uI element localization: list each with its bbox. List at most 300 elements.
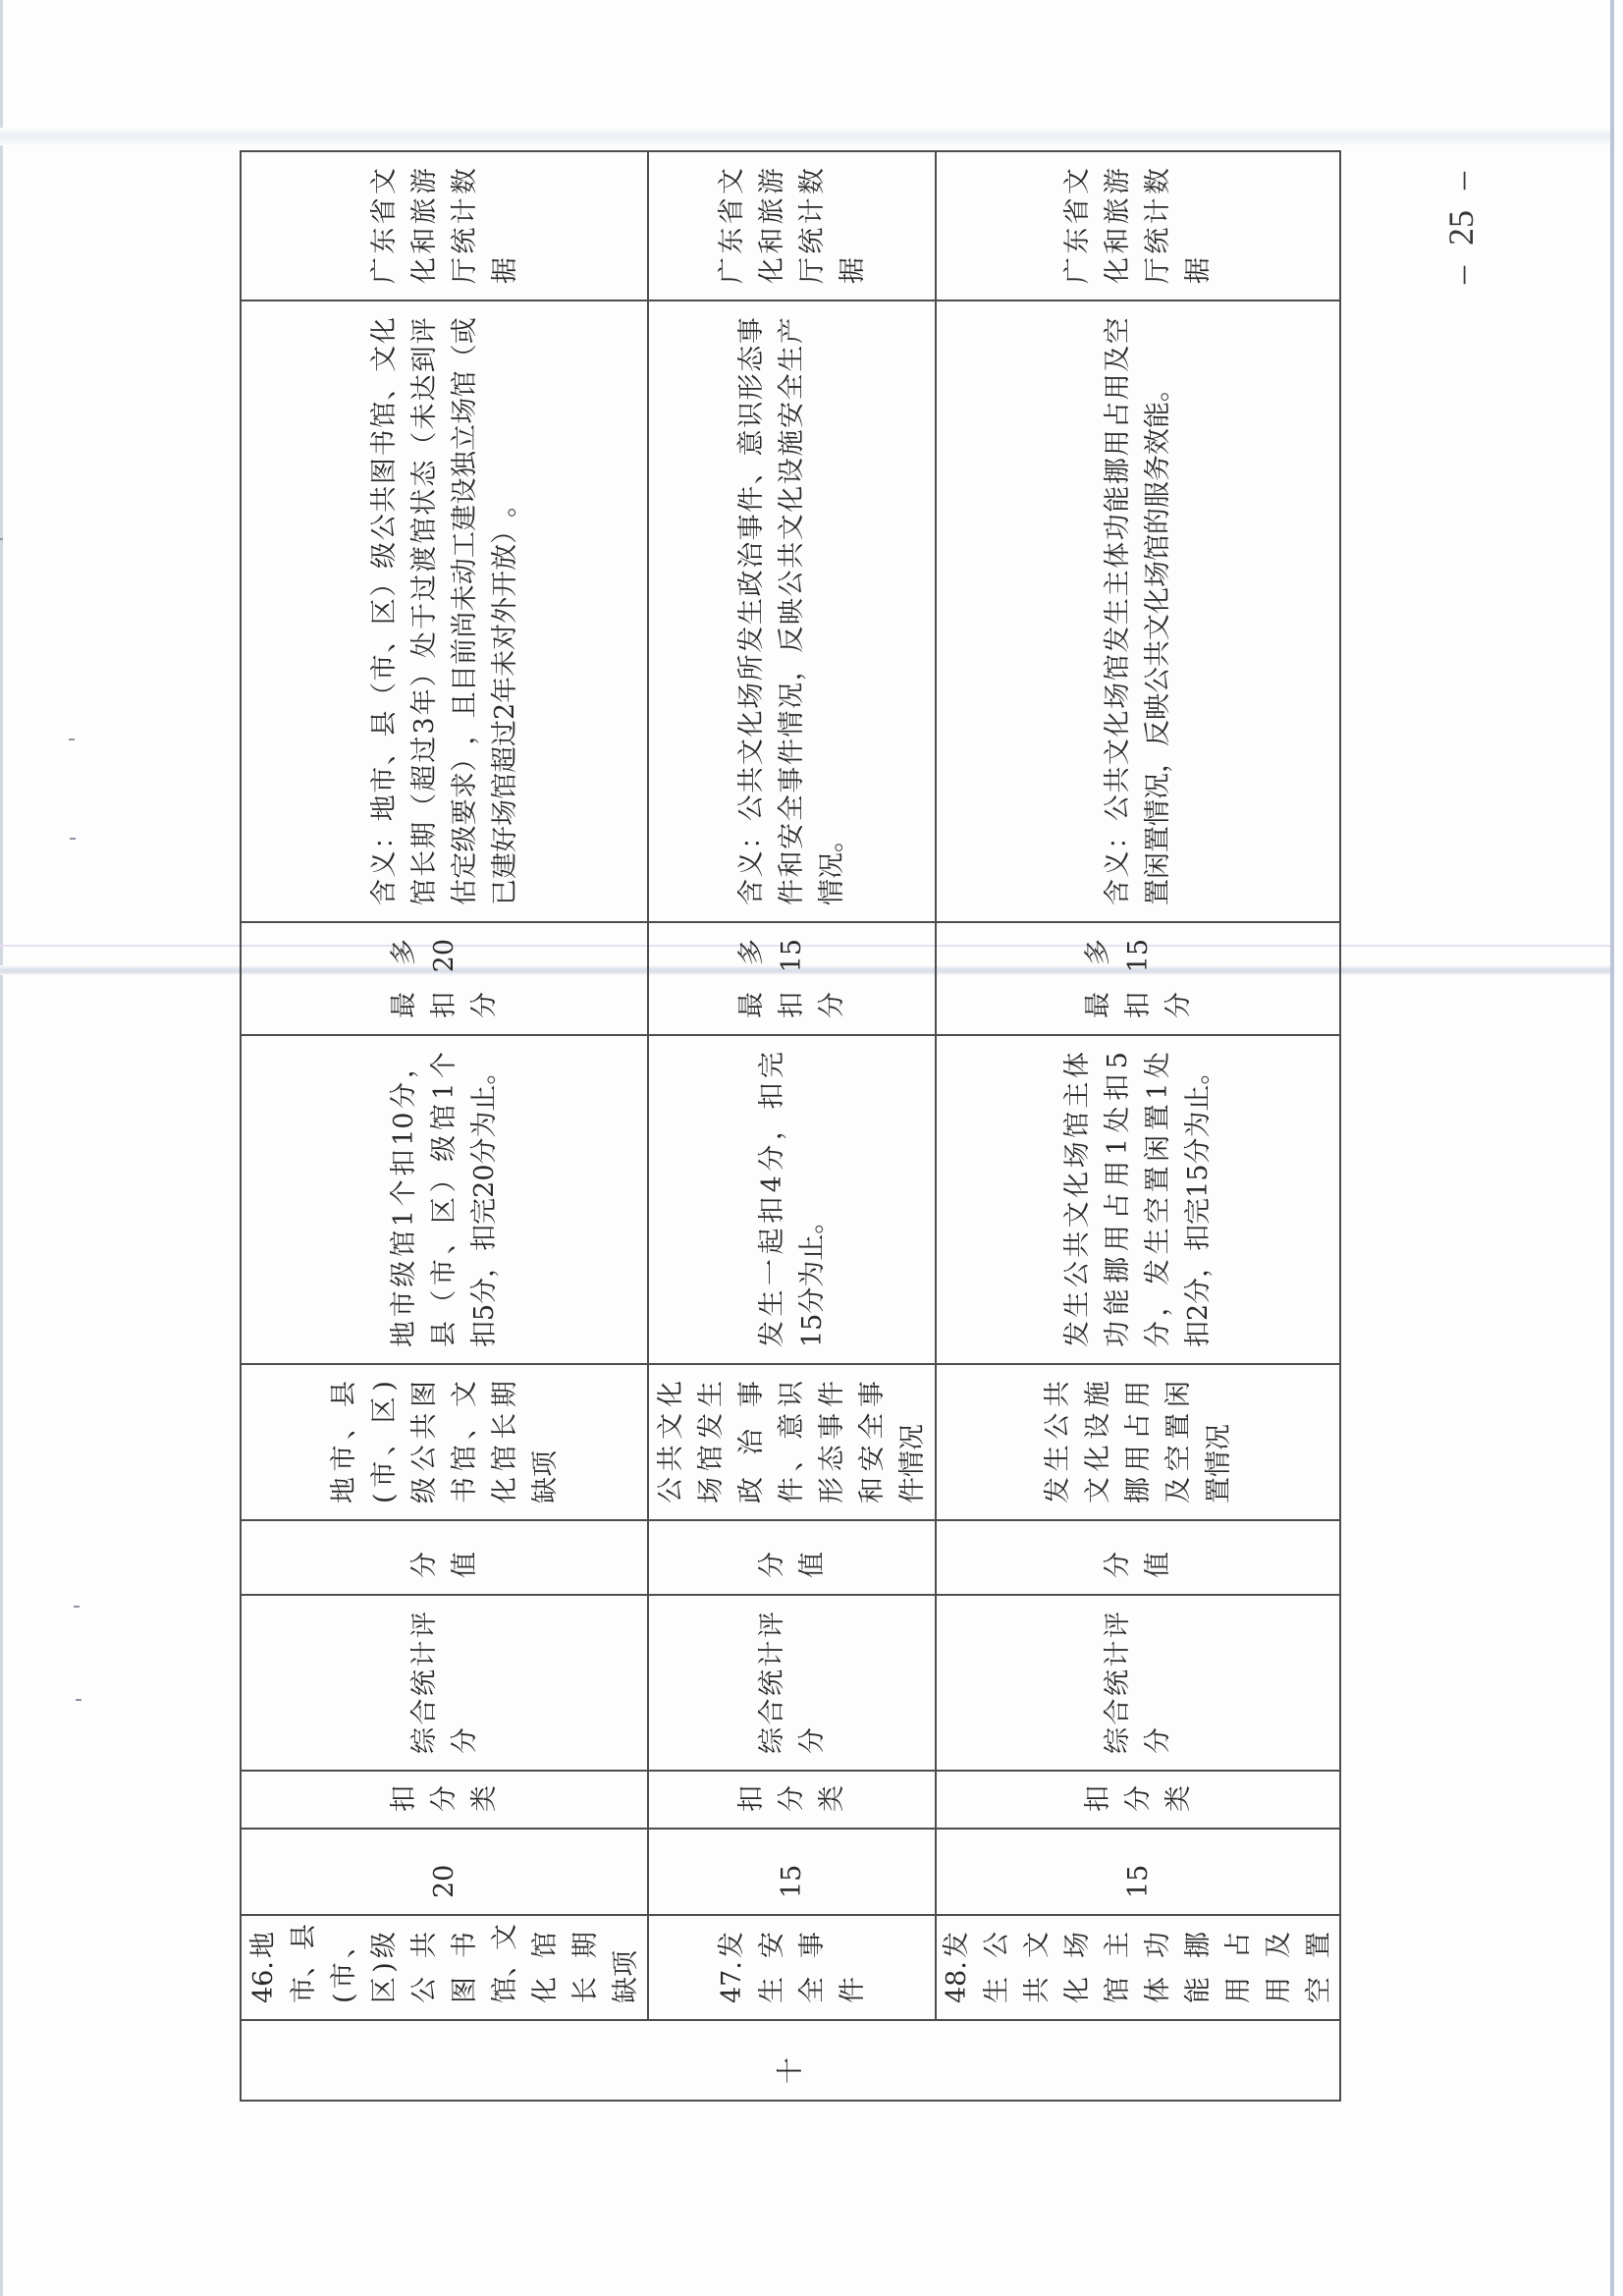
glyph: 发 (696, 1412, 727, 1440)
glyph: 生 (1143, 1228, 1173, 1255)
glyph: 公 (656, 1477, 686, 1503)
glyph: 化 (1103, 257, 1133, 284)
glyph: 化 (1062, 1977, 1093, 2003)
description-cell (648, 1364, 936, 1520)
max-deduction (384, 939, 505, 1018)
glyph: 生 (1042, 1445, 1073, 1472)
glyph: 、 (449, 1412, 480, 1440)
glyph: 分 (1122, 1785, 1154, 1812)
glyph: 化 (1082, 1445, 1113, 1472)
glyph: 化 (777, 485, 807, 513)
glyph: 挪 (1183, 1932, 1214, 1958)
indicator-name (937, 1932, 1339, 2003)
glyph: 置 (1163, 1412, 1194, 1440)
text-line (712, 1932, 752, 2003)
glyph: 意 (777, 1412, 807, 1440)
text-line (772, 1845, 812, 1898)
glyph: 市 (429, 1258, 460, 1285)
unit (752, 1537, 833, 1578)
glyph: 全 (796, 1977, 828, 2003)
glyph: ） (489, 517, 520, 544)
glyph: 1 (1103, 1138, 1133, 1156)
glyph: 能 (1183, 1977, 1214, 2003)
glyph: 功 (1143, 1932, 1173, 1958)
glyph: 超 (489, 746, 520, 773)
glyph: 化 (368, 317, 400, 345)
glyph: 公 (777, 570, 807, 597)
glyph: 置 (1143, 826, 1173, 852)
glyph: 市 (368, 1460, 400, 1488)
glyph: 旅 (1103, 197, 1133, 225)
glyph: 服 (1143, 481, 1173, 508)
glyph: 未 (449, 584, 480, 612)
glyph: 功 (1103, 514, 1133, 541)
indicator-name-cell (936, 1915, 1340, 2020)
glyph: 和 (857, 1477, 888, 1503)
unit-cell (936, 1520, 1340, 1595)
glyph: 48. (942, 1961, 972, 2003)
glyph: 占 (1103, 401, 1133, 428)
glyph: 公 (736, 794, 767, 822)
evaluation-table (240, 152, 1339, 2102)
glyph: 发 (942, 1932, 972, 1958)
max-deduction-cell (936, 922, 1340, 1035)
glyph: 起 (756, 1228, 787, 1255)
meaning (364, 317, 525, 905)
glyph: 生 (1062, 1290, 1093, 1318)
glyph: 、 (368, 1429, 400, 1456)
glyph: 计 (1143, 197, 1173, 225)
glyph: 地 (368, 794, 400, 822)
glyph: 长 (569, 1977, 601, 2003)
glyph: 未 (408, 403, 440, 430)
text-line (485, 1381, 525, 1503)
indicator-name (243, 1924, 646, 2003)
text-line (424, 1787, 464, 1812)
glyph: 评 (1103, 1612, 1133, 1638)
glyph: 值 (796, 1552, 828, 1578)
glyph: 置 (1203, 1477, 1234, 1503)
scoring-type (384, 1787, 505, 1812)
glyph: 市 (368, 654, 400, 682)
glyph: 治 (736, 1429, 767, 1455)
glyph: 2 (489, 702, 520, 720)
glyph: 文 (1022, 1932, 1053, 1958)
glyph: 空 (1163, 1445, 1194, 1472)
glyph: 共 (656, 1445, 686, 1472)
glyph: 15 (1183, 1164, 1214, 1198)
glyph: 多 (389, 939, 419, 965)
scoring-type-cell (241, 1771, 648, 1829)
glyph: 分 (469, 1137, 500, 1165)
glyph: 公 (982, 1932, 1012, 1958)
glyph: 空 (1103, 317, 1133, 345)
glyph: 完 (756, 1052, 787, 1079)
text-line (445, 317, 485, 905)
weight-value (1118, 1845, 1159, 1898)
glyph: ： (1103, 822, 1133, 849)
glyph: ， (469, 1250, 500, 1278)
glyph: 项 (529, 1450, 561, 1477)
glyph: 要 (449, 798, 480, 826)
glyph: 公 (408, 1977, 440, 2003)
glyph: 5 (1103, 1052, 1133, 1069)
glyph: 值 (1143, 1552, 1173, 1578)
glyph: 未 (489, 649, 520, 677)
glyph: 市 (389, 1290, 419, 1318)
glyph: 东 (1062, 227, 1093, 254)
method-cell (241, 1595, 648, 1771)
glyph: 产 (777, 317, 807, 345)
glyph: 书 (449, 1932, 480, 1958)
glyph: 区 (368, 1977, 400, 2003)
text-line (1138, 1052, 1178, 1347)
text-line (364, 168, 405, 284)
glyph: 分 (408, 1552, 440, 1578)
glyph: ， (1143, 746, 1173, 773)
glyph: 空 (1143, 1196, 1173, 1224)
glyph: 生 (756, 1289, 787, 1317)
glyph: 评 (408, 1612, 440, 1638)
glyph: 完 (469, 1197, 500, 1225)
glyph: ) (368, 1381, 400, 1392)
glyph: 挪 (1103, 1256, 1133, 1284)
unit-cell (648, 1520, 936, 1595)
text-line (852, 1381, 893, 1503)
glyph: 扣 (1183, 1321, 1214, 1347)
text-line (792, 1932, 833, 2003)
glyph: 十 (775, 2057, 806, 2084)
glyph: 化 (1062, 1171, 1093, 1198)
glyph: 文 (1082, 1477, 1113, 1503)
glyph: 统 (408, 1669, 440, 1696)
glyph: 区 (429, 1196, 460, 1224)
glyph: 闲 (1163, 1381, 1194, 1408)
glyph: 和 (777, 850, 807, 878)
glyph: 渡 (408, 545, 440, 573)
text-line (445, 1612, 485, 1754)
glyph: 15 (777, 1864, 807, 1898)
method-cell (936, 1595, 1340, 1771)
text-line (1178, 168, 1218, 284)
glyph: ， (777, 654, 807, 682)
glyph: 4 (756, 1175, 787, 1193)
glyph: 能 (1103, 1288, 1133, 1316)
text-line (752, 1932, 792, 2003)
glyph: 扣 (429, 992, 460, 1018)
glyph: 馆 (449, 370, 480, 398)
glyph: 馆 (449, 1445, 480, 1472)
glyph: 综 (408, 1727, 440, 1754)
glyph: 扣 (756, 1196, 787, 1224)
glyph: 长 (489, 1412, 520, 1440)
glyph: 年 (408, 688, 440, 716)
weight-value (424, 1845, 464, 1898)
text-line (731, 1787, 772, 1812)
glyph: 年 (489, 676, 520, 703)
glyph: 发 (1062, 1321, 1093, 1347)
glyph: 东 (716, 227, 747, 254)
glyph: 识 (736, 401, 767, 428)
glyph: 20 (469, 1164, 500, 1198)
glyph: 生 (1103, 598, 1133, 626)
glyph: 计 (796, 197, 828, 225)
text-line (1098, 168, 1138, 284)
glyph: 尚 (449, 611, 480, 638)
glyph: 分 (817, 992, 847, 1018)
glyph: 省 (1062, 197, 1093, 225)
glyph: 处 (408, 631, 440, 659)
glyph: 置 (1143, 1104, 1173, 1131)
glyph: 能 (1143, 402, 1173, 428)
glyph: 公 (368, 514, 400, 541)
glyph: 据 (489, 257, 520, 284)
glyph: 发 (1143, 1258, 1173, 1285)
glyph: 主 (1103, 570, 1133, 597)
text-line (1138, 317, 1178, 905)
glyph: 级 (368, 1932, 400, 1959)
glyph: 1 (1143, 1082, 1173, 1100)
glyph: 。 (1183, 1058, 1214, 1085)
scan-speck (69, 738, 75, 740)
glyph: 文 (716, 168, 747, 195)
glyph: 发 (756, 1321, 787, 1347)
glyph: 长 (408, 849, 440, 877)
text-line (1159, 1381, 1199, 1503)
glyph: 共 (736, 766, 767, 793)
glyph: 扣 (736, 1785, 767, 1812)
glyph: 对 (489, 623, 520, 650)
glyph: 前 (449, 637, 480, 665)
glyph: 发 (1042, 1477, 1073, 1503)
glyph: 生 (736, 598, 767, 626)
glyph: 闲 (1143, 1134, 1173, 1162)
glyph: ， (1183, 1250, 1214, 1278)
glyph: 过 (408, 574, 440, 601)
text-line (752, 1612, 792, 1754)
glyph: 分 (756, 1144, 787, 1172)
text-line (1178, 1052, 1218, 1347)
glyph: 分 (796, 1286, 828, 1314)
glyph: 外 (489, 596, 520, 624)
glyph: 化 (756, 257, 787, 284)
glyph: 公 (1143, 667, 1173, 693)
text-line (1138, 1612, 1178, 1754)
glyph: 文 (1062, 1201, 1093, 1229)
glyph: 级 (389, 1260, 419, 1287)
glyph: 置 (1143, 879, 1173, 905)
glyph: 缺 (610, 1977, 641, 2003)
glyph: 已 (489, 879, 520, 905)
glyph: ） (429, 1166, 460, 1193)
text-line (833, 1932, 873, 2003)
glyph: 建 (449, 504, 480, 531)
glyph: 、 (368, 373, 400, 401)
glyph: 多 (736, 939, 767, 965)
glyph: 馆 (429, 1104, 460, 1131)
glyph: 馆 (408, 879, 440, 905)
text-line (445, 1381, 485, 1503)
glyph: 、 (736, 458, 767, 485)
glyph: 文 (489, 1924, 520, 1950)
description-cell (936, 1364, 1340, 1520)
glyph: 分 (1183, 1137, 1214, 1165)
glyph: 情 (777, 710, 807, 738)
glyph: 20 (429, 1864, 460, 1898)
meaning (1098, 317, 1178, 905)
glyph: ) (368, 1962, 400, 1973)
glyph: 场 (1062, 1141, 1093, 1169)
data-source (712, 168, 873, 284)
glyph: 期 (408, 821, 440, 848)
scan-edge-left (0, 0, 3, 2296)
glyph: 分 (469, 992, 500, 1018)
glyph: 图 (449, 1977, 480, 2003)
glyph: 为 (469, 1111, 500, 1138)
scoring-rule-cell (648, 1035, 936, 1364)
glyph: 文 (449, 1381, 480, 1408)
glyph: 设 (449, 477, 480, 505)
text-line (752, 1052, 792, 1347)
glyph: 分 (1143, 1727, 1173, 1754)
text-line (405, 317, 445, 905)
scan-speck (74, 1606, 80, 1608)
text-line (731, 939, 772, 1018)
glyph: 馆 (368, 401, 400, 428)
glyph: 公 (408, 1445, 440, 1472)
glyph: 件 (777, 738, 807, 766)
glyph: ， (1143, 1289, 1173, 1317)
glyph: 安 (777, 401, 807, 428)
text-line (1199, 1381, 1239, 1503)
glyph: 分 (1163, 992, 1194, 1018)
glyph: 事 (777, 766, 807, 793)
method-cell (648, 1595, 936, 1771)
text-line (772, 317, 812, 905)
glyph: 事 (817, 1412, 847, 1440)
glyph: 开 (489, 570, 520, 597)
glyph: 2 (1183, 1303, 1214, 1321)
glyph: 用 (1103, 1225, 1133, 1252)
glyph: 类 (817, 1785, 847, 1812)
glyph: 为 (1183, 1111, 1214, 1138)
text-line (464, 939, 505, 1018)
data-source (364, 168, 525, 284)
glyph: 事 (796, 1932, 828, 1958)
scan-speck (0, 538, 3, 540)
glyph: 合 (408, 1698, 440, 1725)
glyph: 值 (449, 1552, 480, 1578)
glyph: 全 (857, 1412, 888, 1440)
text-line (752, 1537, 792, 1578)
glyph: 情 (1203, 1450, 1234, 1477)
glyph: 生 (696, 1381, 727, 1408)
glyph: 用 (1122, 1381, 1154, 1408)
glyph: 占 (1223, 1932, 1254, 1958)
glyph: 功 (1103, 1321, 1133, 1347)
glyph: 馆 (489, 1445, 520, 1472)
glyph: 的 (1143, 508, 1173, 534)
text-line (405, 168, 445, 284)
text-line (1017, 1932, 1057, 2003)
glyph: 体 (1103, 541, 1133, 569)
indicator-name (712, 1932, 873, 2003)
glyph: 。 (817, 826, 847, 852)
text-line (364, 1381, 405, 1503)
text-line (812, 939, 852, 1018)
text-line (1259, 1932, 1299, 2003)
glyph: 20 (429, 939, 460, 973)
glyph: 发 (1103, 626, 1133, 653)
data-source-cell (241, 151, 648, 301)
glyph: 市 (288, 1977, 319, 2003)
glyph: 游 (756, 168, 787, 195)
glyph: 3 (408, 717, 440, 735)
scan-band (0, 128, 1610, 145)
glyph: 反 (1143, 720, 1173, 746)
text-line (771, 2037, 811, 2084)
glyph: 过 (489, 720, 520, 746)
method (1098, 1612, 1178, 1754)
text-line (691, 1381, 731, 1503)
glyph: 占 (1122, 1412, 1154, 1440)
glyph: 共 (1062, 1230, 1093, 1258)
glyph: 县 (368, 710, 400, 738)
glyph: 况 (817, 852, 847, 879)
meaning-cell (241, 301, 648, 922)
glyph: 主 (1062, 1081, 1093, 1109)
text-line (1118, 939, 1159, 1018)
glyph: 动 (449, 558, 480, 585)
text-line (893, 1381, 933, 1503)
text-line (772, 1787, 812, 1812)
glyph: 止 (469, 1084, 500, 1112)
scoring-rule (752, 1052, 833, 1347)
glyph: 事 (736, 514, 767, 541)
glyph: 所 (736, 654, 767, 682)
glyph: 省 (368, 197, 400, 225)
glyph: 15 (777, 939, 807, 973)
glyph: 馆 (1103, 1977, 1133, 2003)
glyph: 计 (449, 197, 480, 225)
glyph: 计 (1103, 1640, 1133, 1667)
glyph: （ (368, 682, 400, 709)
glyph: 生 (982, 1977, 1012, 2003)
text-line (1057, 1052, 1098, 1347)
glyph: 书 (368, 429, 400, 457)
text-line (1178, 1932, 1218, 2003)
unit (1098, 1537, 1178, 1578)
glyph: 评 (408, 317, 440, 345)
glyph: 文 (1143, 614, 1173, 640)
glyph: 分 (1183, 1277, 1214, 1304)
text-line (485, 1924, 525, 2003)
text-line (792, 1052, 833, 1347)
indicator-name-cell (648, 1915, 936, 2020)
glyph: 统 (1103, 1669, 1133, 1696)
glyph: ， (389, 1052, 419, 1079)
text-line (525, 1381, 566, 1503)
scoring-type (731, 1787, 852, 1812)
glyph: 和 (756, 227, 787, 254)
glyph: 数 (1143, 168, 1173, 195)
glyph: 游 (1103, 168, 1133, 195)
glyph: ( (368, 1493, 400, 1503)
glyph: 处 (1103, 1106, 1133, 1133)
glyph: 据 (837, 257, 868, 284)
category-cell (241, 2020, 1340, 2101)
glyph: 含 (368, 879, 400, 905)
